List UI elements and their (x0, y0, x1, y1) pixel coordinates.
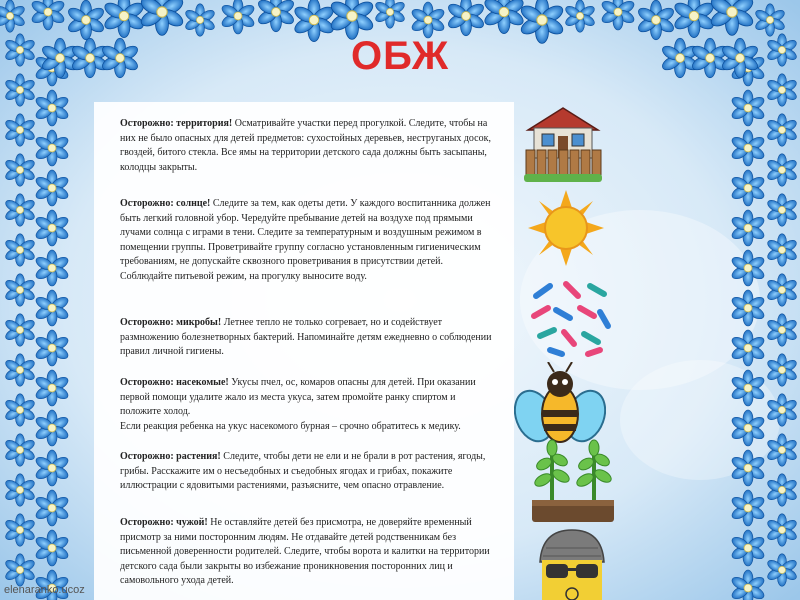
page-title: ОБЖ (350, 34, 450, 78)
section-text: Следите, чтобы дети не ели и не брали в рот растения, ягоды, грибы. Расскажите им о несъедобных и съедобных ягодах и грибах, покажите иллюстрации с ядовитыми растениями, разъясните, чем опасно отравление. (120, 451, 486, 492)
section-sun (120, 197, 492, 285)
section-heading: Осторожно: микробы! (120, 317, 222, 328)
section-heading: Осторожно: растения! (120, 451, 221, 462)
section-stranger (120, 516, 492, 589)
stranger-icon (532, 528, 612, 600)
section-text: Летнее тепло не только согревает, но и содействует размножению болезнетворных бактерий. Напоминайте детям ежедневно о соблюдении правил личной гигиены. (120, 317, 492, 358)
sun-icon (528, 190, 604, 266)
watermark: elenaranko.ucoz (4, 584, 85, 596)
house-icon (522, 104, 604, 184)
section-heading: Осторожно: солнце! (120, 198, 211, 209)
section-heading: Осторожно: территория! (120, 118, 233, 129)
section-territory (120, 117, 492, 175)
plants-icon (530, 436, 616, 524)
section-heading: Осторожно: насекомые! (120, 377, 229, 388)
section-plants (120, 450, 492, 494)
section-extra-text: Если реакция ребенка на укус насекомого бурная – срочно обратитесь к медику. (120, 420, 461, 432)
section-insects (120, 376, 492, 434)
section-text: Следите за тем, как одеты дети. У каждого воспитанника должен быть легкий головной убор. Чередуйте пребывание детей на воздухе под прямыми лучами солнца с играми в тени. Следите за температурным и воздушным режимом в помещении группы. Проветривайте группу согласно установленным гигиеническим требованиям, не допускайте сквозного проветривания в присутствии детей. Соблюдайте питьевой режим, на прогулку выносите воду. (120, 198, 491, 282)
section-heading: Осторожно: чужой! (120, 517, 208, 528)
section-microbes (120, 316, 492, 360)
bacteria-icon (526, 278, 614, 360)
section-text: Не оставляйте детей без присмотра, не доверяйте временный присмотр за ними посторонним людям. Не отдавайте детей родственникам без письменной доверенности родителей. Следите, чтобы ворота и калитки на территории детского сада были закрыты во избежание проникновения посторонних лиц и самовольного ухода детей. (120, 517, 490, 587)
section-text: Осматривайте участки перед прогулкой. Следите, чтобы на них не было опасных для детей предметов: сухостойных деревьев, неструганых досок, гвоздей, битого стекла. Все ямы на территории детского сада должны быть засыпаны, колодцы закрыты. (120, 118, 491, 173)
section-text: Укусы пчел, ос, комаров опасны для детей. При оказании первой помощи удалите жало из места укуса, затем промойте ранку спиртом и положите холод. (120, 377, 476, 418)
